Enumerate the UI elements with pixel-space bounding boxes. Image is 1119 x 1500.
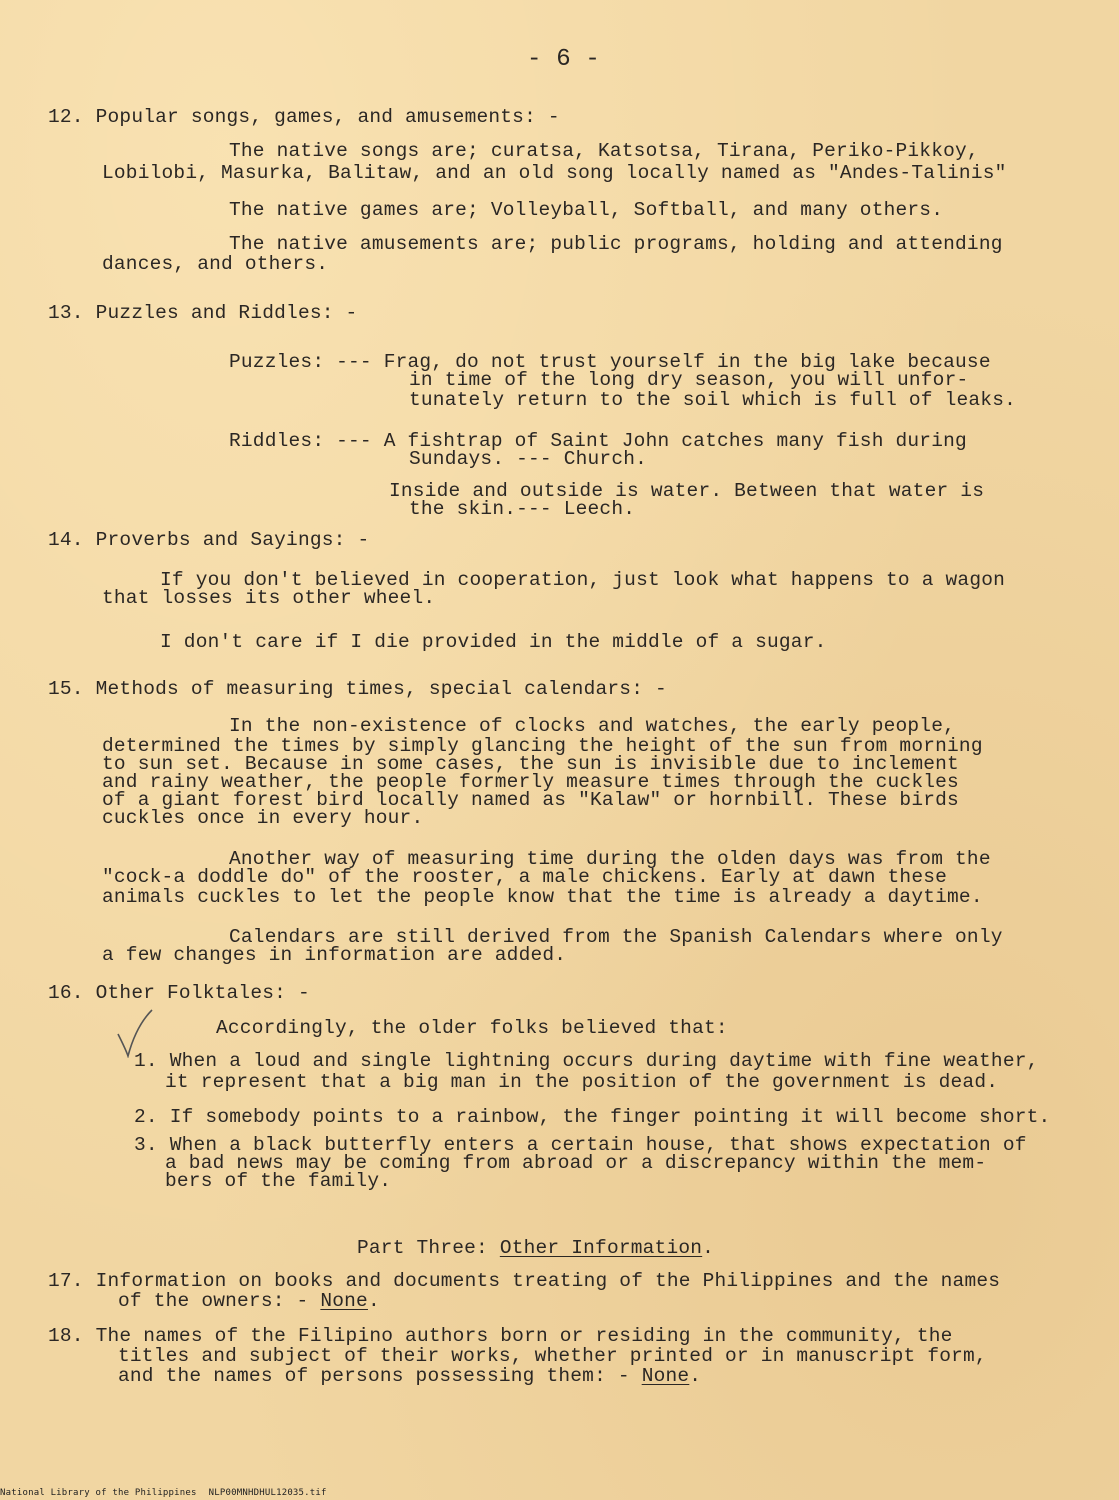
s16-belief1-line2: it represent that a big man in the position of the government is dead. <box>165 1071 999 1093</box>
s16-belief3-line2: a bad news may be coming from abroad or a discrepancy within the mem- <box>165 1152 987 1174</box>
s15-a-line1: In the non-existence of clocks and watches, the early people, <box>229 715 956 737</box>
section-16-heading: 16. Other Folktales: - <box>48 982 310 1004</box>
section-17-line2 <box>118 1292 380 1312</box>
s18-suffix: . <box>689 1365 702 1387</box>
s12-amusements-line2: dances, and others. <box>102 253 329 275</box>
s16-intro: Accordingly, the older folks believed that: <box>216 1017 728 1039</box>
s15-b-line2: "cock-a doddle do" of the rooster, a male chickens. Early at dawn these <box>102 866 948 888</box>
s13-puzzle-line1: Puzzles: --- Frag, do not trust yourself in the big lake because <box>229 351 991 373</box>
part-three-underlined: Other Information <box>499 1237 703 1259</box>
s14-proverb1-line2: that losses its other wheel. <box>102 587 436 609</box>
s18-none: None <box>641 1365 690 1387</box>
s17-suffix: . <box>367 1290 380 1312</box>
footer-institution: National Library of the Philippines <box>0 1488 197 1498</box>
section-15-heading: 15. Methods of measuring times, special calendars: - <box>48 678 667 700</box>
s12-amusements-line1: The native amusements are; public programs, holding and attending <box>229 233 1003 255</box>
s15-a-line3: to sun set. Because in some cases, the sun is invisible due to inclement <box>102 753 959 775</box>
footer-filename: NLP00MNHDHUL12035.tif <box>208 1488 327 1498</box>
s13-riddle2-line2: the skin.--- Leech. <box>409 498 636 520</box>
part-three-title <box>357 1239 714 1259</box>
s15-a-line4: and rainy weather, the people formerly measure times through the cuckles <box>102 771 959 793</box>
s12-songs-line2: Lobilobi, Masurka, Balitaw, and an old song locally named as "Andes-Talinis" <box>102 162 1007 184</box>
s13-puzzle-line2: in time of the long dry season, you will unfor- <box>409 369 969 391</box>
scan-footer <box>0 1488 339 1498</box>
part-three-prefix: Part Three: <box>357 1237 500 1259</box>
s12-songs-line1: The native songs are; curatsa, Katsotsa, Tirana, Periko-Pikkoy, <box>229 140 979 162</box>
section-18-line1: 18. The names of the Filipino authors born or residing in the community, the <box>48 1325 953 1347</box>
s16-belief2: 2. If somebody points to a rainbow, the finger pointing it will become short. <box>134 1106 1051 1128</box>
s16-belief1-line1: 1. When a loud and single lightning occurs during daytime with fine weather, <box>134 1050 1039 1072</box>
section-13-heading: 13. Puzzles and Riddles: - <box>48 302 358 324</box>
s15-a-line5: of a giant forest bird locally named as "Kalaw" or hornbill. These birds <box>102 789 959 811</box>
section-17-line1: 17. Information on books and documents treating of the Philippines and the names <box>48 1270 1001 1292</box>
s13-riddle1-line2: Sundays. --- Church. <box>409 448 648 470</box>
s13-puzzle-line3: tunately return to the soil which is full of leaks. <box>409 389 1016 411</box>
s15-c-line2: a few changes in information are added. <box>102 944 567 966</box>
part-three-suffix: . <box>702 1237 715 1259</box>
section-18-line2: titles and subject of their works, whether printed or in manuscript form, <box>118 1345 987 1367</box>
handwritten-check-mark-icon <box>112 1006 158 1058</box>
s15-c-line1: Calendars are still derived from the Spanish Calendars where only <box>229 926 1003 948</box>
section-18-line3 <box>118 1367 701 1387</box>
s14-proverb2: I don't care if I die provided in the middle of a sugar. <box>160 631 827 653</box>
s13-riddle2-line1: Inside and outside is water. Between that water is <box>389 480 985 502</box>
s15-b-line1: Another way of measuring time during the olden days was from the <box>229 848 991 870</box>
s18-prefix: and the names of persons possessing them: - <box>118 1365 642 1387</box>
section-14-heading: 14. Proverbs and Sayings: - <box>48 529 370 551</box>
s17-none: None <box>320 1290 368 1312</box>
s13-riddle1-line1: Riddles: --- A fishtrap of Saint John catches many fish during <box>229 430 967 452</box>
s16-belief3-line3: bers of the family. <box>165 1170 392 1192</box>
s12-games: The native games are; Volleyball, Softball, and many others. <box>229 199 944 221</box>
s14-proverb1-line1: If you don't believed in cooperation, just look what happens to a wagon <box>160 569 1006 591</box>
s17-prefix: of the owners: - <box>118 1290 321 1312</box>
s15-a-line2: determined the times by simply glancing the height of the sun from morning <box>102 735 983 757</box>
page-number: - 6 - <box>527 46 601 73</box>
section-12-heading: 12. Popular songs, games, and amusements: - <box>48 106 560 128</box>
s15-b-line3: animals cuckles to let the people know that the time is already a daytime. <box>102 886 983 908</box>
s15-a-line6: cuckles once in every hour. <box>102 807 424 829</box>
s16-belief3-line1: 3. When a black butterfly enters a certain house, that shows expectation of <box>134 1134 1027 1156</box>
